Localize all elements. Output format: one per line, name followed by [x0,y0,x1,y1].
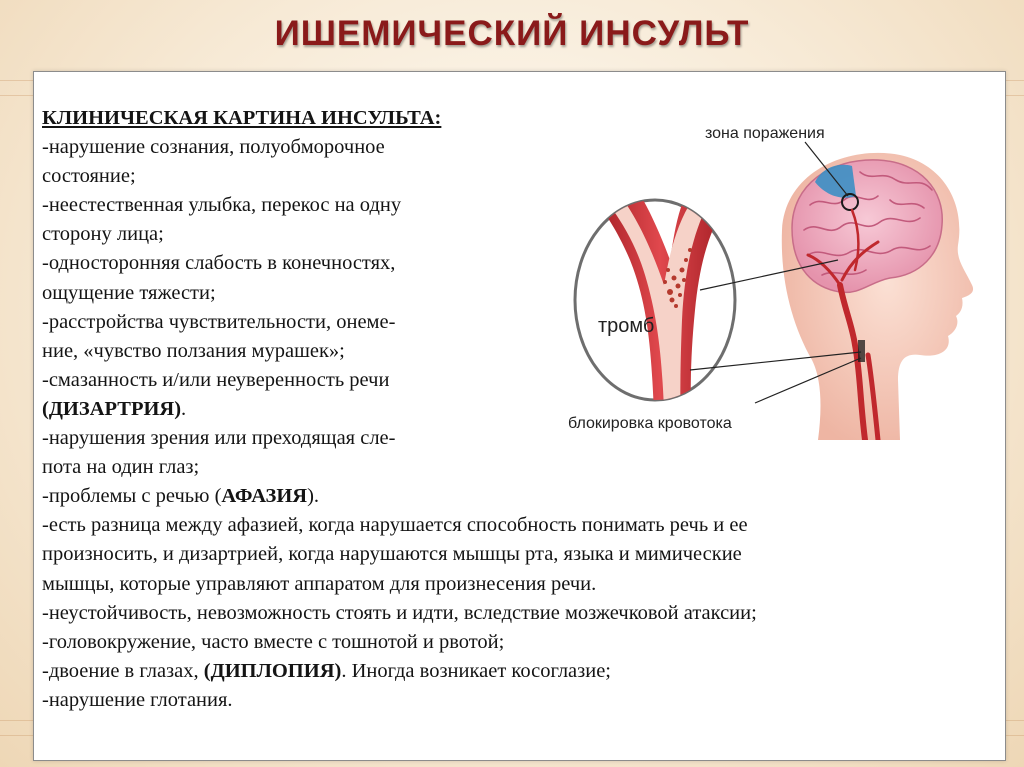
label-thrombus: тромб [598,315,655,337]
symptom-line [42,686,972,715]
symptom-line-text: произносить, и дизартрией, когда нарушаются мышцы рта, языка и мимические [42,543,742,566]
symptom-line-text: -двоение в глазах, [42,659,204,682]
symptom-line [42,191,602,220]
symptom-line [42,220,602,249]
symptom-line [42,482,602,511]
symptom-line [42,162,602,191]
symptom-line-text: пота на один глаз; [42,456,200,479]
symptom-line [42,279,602,308]
symptom-line [42,540,972,569]
symptom-line-text: ощущение тяжести; [42,281,216,304]
symptom-line-tail: ). [307,485,320,508]
slide-title: ИШЕМИЧЕСКИЙ ИНСУЛЬТ [274,14,750,53]
symptom-line [42,511,972,540]
symptom-line-text: -нарушения зрения или преходящая сле- [42,427,396,450]
symptom-line-text: -головокружение, часто вместе с тошнотой и рвотой; [42,630,505,653]
symptom-line-text: ние, «чувство ползания мурашек»; [42,339,345,362]
symptom-term: (ДИЗАРТРИЯ) [42,397,182,420]
symptom-term: АФАЗИЯ [221,485,308,508]
symptom-line-text: -неустойчивость, невозможность стоять и идти, вследствие мозжечковой атаксии; [42,601,757,624]
symptom-line-text: мышцы, которые управляют аппаратом для произнесения речи. [42,572,597,595]
symptom-line [42,366,602,395]
symptom-line-text: -неестественная улыбка, перекос на одну [42,194,402,217]
symptom-line [42,337,602,366]
label-blockage: блокировка кровотока [568,415,732,432]
stroke-illustration [560,110,990,440]
symptom-line-tail: . [181,397,187,420]
symptom-line [42,249,602,278]
symptom-line-text: -нарушение глотания. [42,688,233,711]
symptom-line-text: -есть разница между афазией, когда нарушается способность понимать речь и ее [42,514,748,537]
symptom-line [42,308,602,337]
symptom-line-tail: . Иногда возникает косоглазие; [341,659,612,682]
symptom-line [42,657,972,686]
symptom-line [42,599,972,628]
symptom-line-text: состояние; [42,165,136,188]
symptom-line [42,133,602,162]
symptom-term: (ДИПЛОПИЯ) [203,659,342,682]
symptom-line-text: -нарушение сознания, полуобморочное [42,136,385,159]
symptom-line-text: -односторонняя слабость в конечностях, [42,252,396,275]
label-zone: зона поражения [705,125,825,142]
symptom-line [42,570,972,599]
symptom-line-text: -расстройства чувствительности, онеме- [42,310,396,333]
symptom-line [42,628,972,657]
symptom-line [42,453,602,482]
section-heading: КЛИНИЧЕСКАЯ КАРТИНА ИНСУЛЬТА: [42,107,442,129]
symptom-line-text: -смазанность и/или неуверенность речи [42,368,390,391]
symptom-line-text: -проблемы с речью ( [42,485,222,508]
symptom-line-text: сторону лица; [42,223,164,246]
symptom-line [42,395,602,424]
symptom-line [42,424,602,453]
